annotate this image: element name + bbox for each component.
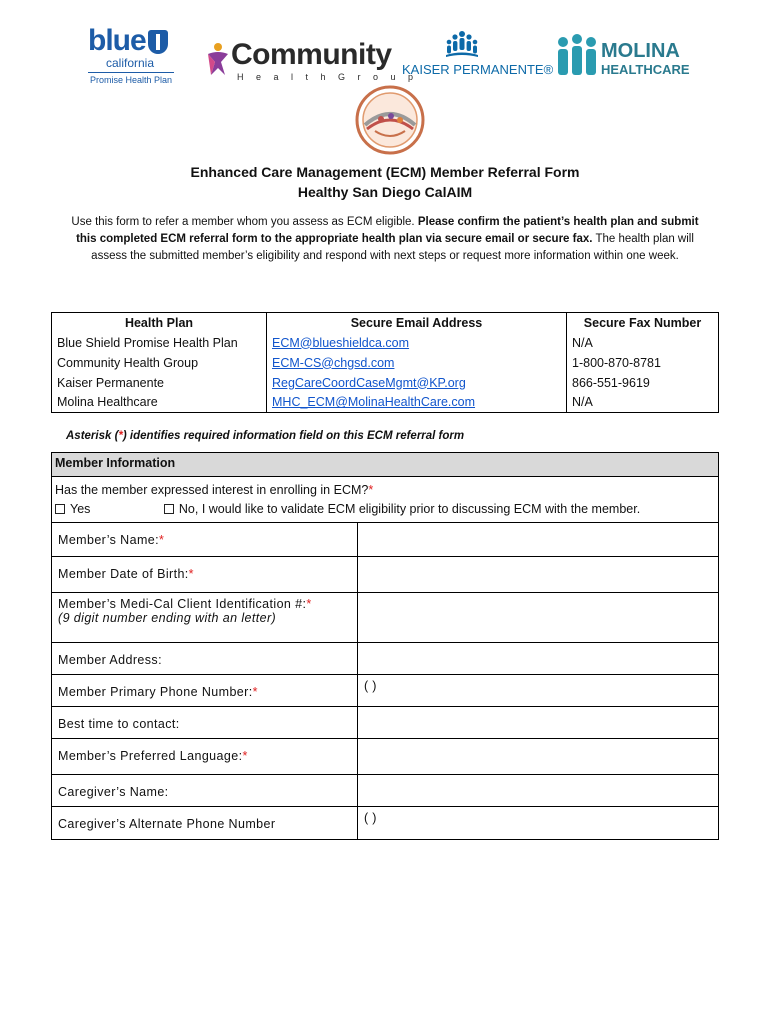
- yes-checkbox[interactable]: [55, 504, 65, 514]
- header-logos: [0, 20, 770, 90]
- health-plan-contact-table: [51, 312, 719, 413]
- required-asterisk: *: [242, 749, 248, 763]
- medi-cal-id-row: [52, 593, 718, 643]
- medi-cal-id-field[interactable]: [358, 593, 718, 642]
- member-name-field[interactable]: [358, 523, 718, 556]
- plan-name: Kaiser Permanente: [52, 373, 267, 393]
- plan-email-link[interactable]: ECM@blueshieldca.com: [272, 335, 410, 350]
- medi-cal-id-label: [52, 593, 358, 642]
- form-title-line2: Healthy San Diego CalAIM: [297, 184, 473, 200]
- plan-email-link[interactable]: ECM-CS@chgsd.com: [272, 355, 395, 370]
- member-dob-row: [52, 557, 718, 593]
- caregiver-phone-label: [52, 807, 358, 839]
- shield-icon: [148, 30, 168, 54]
- preferred-language-text: Member’s Preferred Language:: [58, 749, 243, 763]
- no-label: No, I would like to validate ECM eligibility prior to discussing ECM with the member.: [178, 502, 641, 516]
- table-row: [52, 373, 719, 393]
- preferred-language-label: [52, 739, 358, 774]
- member-phone-field[interactable]: ( ): [364, 679, 377, 693]
- plan-name: Community Health Group: [52, 353, 267, 373]
- intro-text: [60, 214, 710, 265]
- plan-fax: N/A: [567, 393, 719, 413]
- member-dob-field[interactable]: [358, 557, 718, 592]
- table-row: [52, 353, 719, 373]
- healthy-san-diego-seal: [355, 85, 425, 155]
- caregiver-name-field[interactable]: [358, 775, 718, 806]
- kp-logo-name: KAISER PERMANENTE®: [402, 62, 554, 77]
- note-before: Asterisk (: [66, 430, 119, 442]
- form-title: [0, 162, 770, 202]
- required-asterisk: *: [159, 533, 165, 547]
- intro-part1: Use this form to refer a member whom you assess as ECM eligible.: [71, 216, 418, 228]
- bsc-logo-tagline: Promise Health Plan: [90, 75, 173, 85]
- preferred-language-row: [52, 739, 718, 775]
- member-address-field[interactable]: [358, 643, 718, 674]
- chg-logo-name: Community: [231, 38, 392, 71]
- molina-healthcare-logo: [555, 34, 695, 84]
- molina-logo-name: MOLINA: [601, 40, 680, 62]
- caregiver-phone-text: Caregiver’s Alternate Phone Number: [58, 817, 276, 831]
- member-dob-label: [52, 557, 358, 592]
- member-address-row: [52, 643, 718, 675]
- required-asterisk: *: [188, 567, 194, 581]
- member-phone-label: [52, 675, 358, 706]
- molina-people-icon: [555, 34, 599, 78]
- member-name-label: [52, 523, 358, 556]
- caregiver-phone-field[interactable]: ( ): [364, 811, 377, 825]
- plan-name: Blue Shield Promise Health Plan: [52, 333, 267, 353]
- member-phone-row: [52, 675, 718, 707]
- member-address-label: [52, 643, 358, 674]
- best-time-row: [52, 707, 718, 739]
- col-secure-email: Secure Email Address: [267, 313, 567, 333]
- member-information-section: [51, 452, 719, 840]
- plan-name: Molina Healthcare: [52, 393, 267, 413]
- col-health-plan: Health Plan: [52, 313, 267, 333]
- required-asterisk: *: [306, 597, 312, 611]
- ecm-interest-question: [52, 477, 718, 523]
- plan-email-link[interactable]: RegCareCoordCaseMgmt@KP.org: [272, 375, 466, 390]
- member-name-text: Member’s Name:: [58, 533, 159, 547]
- intro-part2: The health plan will assess the submitted member’s eligibility and respond with next steps or request more information within one week.: [91, 233, 694, 262]
- plan-fax: N/A: [567, 333, 719, 353]
- section-heading: Member Information: [52, 453, 718, 477]
- plan-fax: 866-551-9619: [567, 373, 719, 393]
- best-time-text: Best time to contact:: [58, 717, 180, 731]
- caregiver-phone-row: [52, 807, 718, 839]
- bsc-logo-sub: california: [106, 56, 155, 70]
- plan-fax: 1-800-870-8781: [567, 353, 719, 373]
- member-address-text: Member Address:: [58, 653, 162, 667]
- plan-email-link[interactable]: MHC_ECM@MolinaHealthCare.com: [272, 395, 476, 410]
- col-secure-fax: Secure Fax Number: [567, 313, 719, 333]
- community-figure-icon: [205, 42, 231, 76]
- community-health-group-logo: [205, 38, 419, 88]
- intro-bold: Please confirm the patient’s health plan and submit this completed ECM referral form to the appropriate health plan via secure email or secure fax.: [76, 216, 699, 245]
- note-after: ) identifies required information field on this ECM referral form: [122, 430, 465, 442]
- chg-logo-sub: H e a l t h G r o u p: [237, 72, 419, 82]
- member-dob-text: Member Date of Birth:: [58, 567, 189, 581]
- required-asterisk: *: [368, 483, 374, 497]
- yes-label: Yes: [70, 502, 91, 516]
- table-row: [52, 333, 719, 353]
- best-time-label: [52, 707, 358, 738]
- required-asterisk: *: [252, 685, 258, 699]
- medi-cal-id-hint: (9 digit number ending with an letter): [58, 611, 277, 625]
- member-phone-text: Member Primary Phone Number:: [58, 685, 253, 699]
- member-name-row: [52, 523, 718, 557]
- required-asterisk: *: [118, 430, 123, 442]
- no-checkbox[interactable]: [164, 504, 174, 514]
- caregiver-name-label: [52, 775, 358, 806]
- blue-shield-logo: [82, 24, 177, 84]
- preferred-language-field[interactable]: [358, 739, 718, 774]
- molina-logo-sub: HEALTHCARE: [601, 62, 690, 77]
- interest-question-label: Has the member expressed interest in enrolling in ECM?: [55, 483, 369, 497]
- caregiver-name-text: Caregiver’s Name:: [58, 785, 169, 799]
- kaiser-figures-icon: [444, 30, 480, 58]
- kaiser-permanente-logo: [400, 30, 554, 90]
- form-title-line1: Enhanced Care Management (ECM) Member Referral Form: [190, 164, 580, 180]
- best-time-field[interactable]: [358, 707, 718, 738]
- bsc-logo-name: blue: [88, 24, 146, 57]
- table-row: [52, 393, 719, 413]
- required-field-note: [66, 430, 464, 442]
- bsc-divider: [88, 72, 174, 73]
- table-header-row: [52, 313, 719, 333]
- caregiver-name-row: [52, 775, 718, 807]
- medi-cal-id-text: Member’s Medi-Cal Client Identification #:: [58, 597, 307, 611]
